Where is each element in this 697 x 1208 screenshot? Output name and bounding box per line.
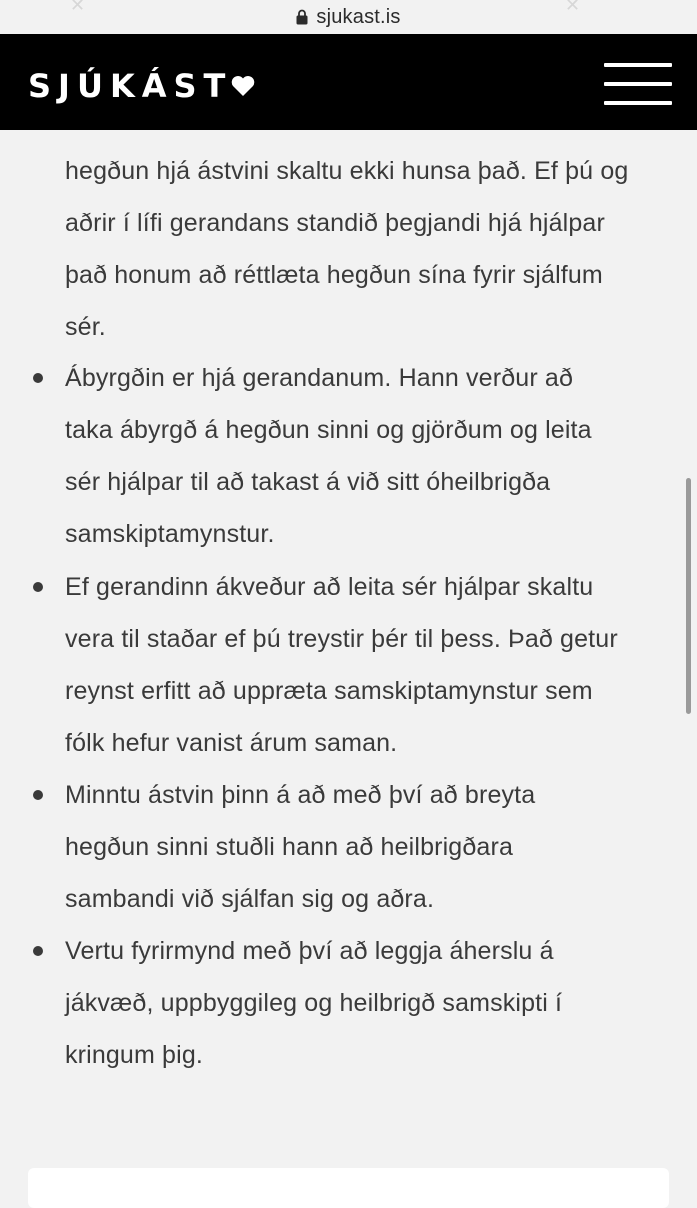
bullet-dot <box>33 790 43 800</box>
url-domain: sjukast.is <box>316 6 401 28</box>
text-line: kringum þig. <box>65 1041 203 1069</box>
heart-icon <box>230 74 256 98</box>
text-line: jákvæð, uppbyggileg og heilbrigð samskipti í <box>65 989 563 1017</box>
menu-bar <box>604 63 672 67</box>
text-line: Ef gerandinn ákveður að leita sér hjálpar skaltu <box>65 573 594 601</box>
text-line: fólk hefur vanist árum saman. <box>65 729 398 757</box>
bullet-dot <box>33 946 43 956</box>
list-item <box>65 769 675 925</box>
lock-icon <box>296 9 308 25</box>
text-line: Ábyrgðin er hjá gerandanum. Hann verður að <box>65 364 573 392</box>
text-line: samskiptamynstur. <box>65 520 275 548</box>
text-line: sér. <box>65 313 106 341</box>
scrollbar-thumb[interactable] <box>686 478 691 714</box>
text-line: hegðun sinni stuðli hann að heilbrigðara <box>65 833 513 861</box>
text-line: vera til staðar ef þú treystir þér til þess. Það getur <box>65 625 618 653</box>
list-item <box>65 352 675 560</box>
toolbar-ghost-icon: ✕ <box>565 0 581 10</box>
text-line: Minntu ástvin þinn á að með því að breyta <box>65 781 536 809</box>
bullet-dot <box>33 373 43 383</box>
menu-bar <box>604 101 672 105</box>
site-header <box>0 34 697 130</box>
text-line: sér hjálpar til að takast á við sitt óheilbrigða <box>65 468 551 496</box>
list-item <box>65 925 675 1081</box>
intro-paragraph <box>65 145 675 353</box>
clipped-text-line <box>65 130 645 136</box>
footer-card <box>28 1168 669 1208</box>
browser-address-bar[interactable] <box>0 0 697 34</box>
text-line: sambandi við sjálfan sig og aðra. <box>65 885 435 913</box>
logo-text: SJÚKÁST <box>28 67 233 105</box>
text-line: aðrir í lífi gerandans standið þegjandi hjá hjálpar <box>65 209 605 237</box>
text-line: taka ábyrgð á hegðun sinni og gjörðum og leita <box>65 416 592 444</box>
text-line: það honum að réttlæta hegðun sína fyrir sjálfum <box>65 261 603 289</box>
article-content <box>0 130 697 1200</box>
text-line: reynst erfitt að uppræta samskiptamynstur sem <box>65 677 593 705</box>
bullet-dot <box>33 582 43 592</box>
text-line: hegðun hjá ástvini skaltu ekki hunsa það. Ef þú og <box>65 157 629 185</box>
text-line: Vertu fyrirmynd með því að leggja áherslu á <box>65 937 554 965</box>
toolbar-ghost-icon: ✕ <box>70 0 86 10</box>
site-logo[interactable] <box>28 66 256 106</box>
menu-bar <box>604 82 672 86</box>
hamburger-menu-icon[interactable] <box>604 63 672 105</box>
list-item <box>65 561 675 769</box>
